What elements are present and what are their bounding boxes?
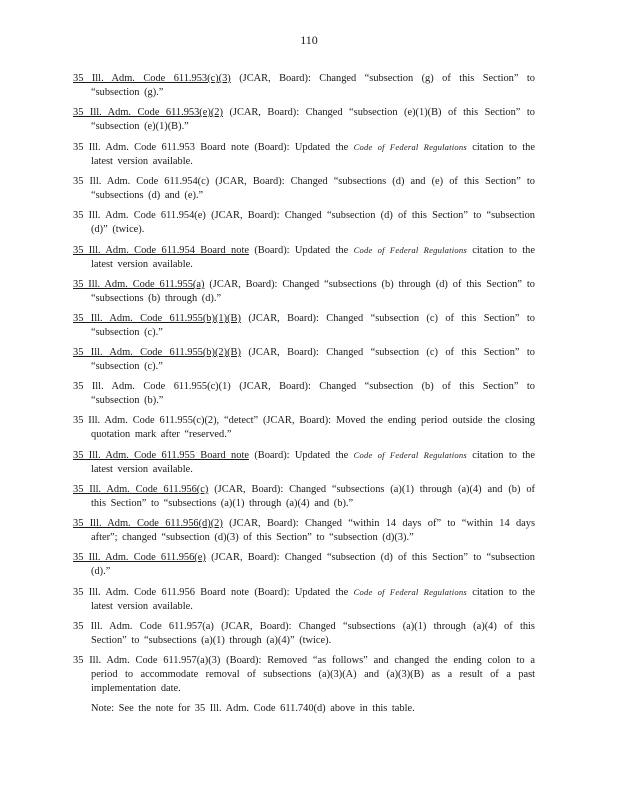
change-description: (JCAR, Board): Changed “subsections (a)(1) through (a)(4) and (b) of this Section” to “subsections (a)(1) through (a)(4) and (b).” bbox=[91, 484, 535, 509]
amendment-entry bbox=[73, 483, 535, 511]
change-description: (JCAR, Board): Changed “subsection (d) of this Section” to “subsection (d).” bbox=[91, 552, 535, 577]
amendment-entry bbox=[73, 243, 535, 272]
table-note: Note: See the note for 35 Ill. Adm. Code 611.740(d) above in this table. bbox=[91, 703, 415, 714]
amendment-entry bbox=[73, 414, 535, 442]
change-description: (JCAR, Board): Changed “subsection (b) of this Section” to “subsection (b).” bbox=[91, 381, 535, 406]
change-description-tail: citation to the latest version available. bbox=[91, 450, 535, 475]
code-citation: 35 Ill. Adm. Code 611.955(b)(1)(B) bbox=[73, 313, 241, 324]
cfr-title: Code of Federal Regulations bbox=[353, 450, 467, 460]
change-description: (JCAR, Board): Changed “subsection (c) of this Section” to “subsection (c).” bbox=[91, 347, 535, 372]
code-citation: 35 Ill. Adm. Code 611.954 Board note bbox=[73, 245, 249, 256]
cfr-title: Code of Federal Regulations bbox=[353, 587, 467, 597]
code-citation: 35 Ill. Adm. Code 611.955(a) bbox=[73, 279, 205, 290]
code-citation: 35 Ill. Adm. Code 611.954(c) bbox=[73, 176, 210, 187]
change-description: (Board): Updated the bbox=[248, 450, 354, 461]
amendment-entry bbox=[73, 209, 535, 237]
code-citation: 35 Ill. Adm. Code 611.954(e) bbox=[73, 210, 206, 221]
cfr-title: Code of Federal Regulations bbox=[353, 142, 467, 152]
amendment-entry bbox=[73, 585, 535, 614]
amendment-entry bbox=[73, 620, 535, 648]
code-citation: 35 Ill. Adm. Code 611.955(b)(2)(B) bbox=[73, 347, 241, 358]
code-citation: 35 Ill. Adm. Code 611.955(c)(1) bbox=[73, 381, 231, 392]
cfr-title: Code of Federal Regulations bbox=[353, 245, 467, 255]
amendment-entry bbox=[73, 654, 535, 696]
change-description: Board note (Board): Updated the bbox=[194, 587, 354, 598]
amendment-list bbox=[73, 72, 535, 722]
change-description: (JCAR, Board): Changed “subsection (g) of this Section” to “subsection (g).” bbox=[91, 73, 535, 98]
amendment-entry bbox=[73, 106, 535, 134]
change-description: (JCAR, Board): Changed “subsection (c) of this Section” to “subsection (c).” bbox=[91, 313, 535, 338]
change-description-tail: citation to the latest version available. bbox=[91, 587, 535, 612]
amendment-entry bbox=[73, 72, 535, 100]
change-description: (JCAR, Board): Changed “within 14 days of” to “within 14 days after”; changed “subsection (d)(3) of this Section” to “subsection (d)(3).” bbox=[91, 518, 535, 543]
code-citation: 35 Ill. Adm. Code 611.953(c)(3) bbox=[73, 73, 231, 84]
change-description: (JCAR, Board): Changed “subsections (b) through (d) of this Section” to “subsections (b) through (d).” bbox=[91, 279, 535, 304]
amendment-entry bbox=[73, 380, 535, 408]
change-description: (JCAR, Board): Changed “subsections (d) and (e) of this Section” to “subsections (d) and (e).” bbox=[91, 176, 535, 201]
amendment-entry bbox=[73, 175, 535, 203]
code-citation: 35 Ill. Adm. Code 611.957(a)(3) bbox=[73, 655, 221, 666]
change-description: Board note (Board): Updated the bbox=[194, 142, 354, 153]
code-citation: 35 Ill. Adm. Code 611.955(c)(2), bbox=[73, 415, 220, 426]
change-description: “detect” (JCAR, Board): Moved the ending period outside the closing quotation mark after “reserved.” bbox=[91, 415, 535, 440]
amendment-entry bbox=[73, 312, 535, 340]
amendment-entry bbox=[73, 140, 535, 169]
change-description-tail: citation to the latest version available. bbox=[91, 245, 535, 270]
code-citation: 35 Ill. Adm. Code 611.956(d)(2) bbox=[73, 518, 223, 529]
change-description: (Board): Removed “as follows” and changed the ending colon to a period to accommodate removal of subsections (a)(3)(A) and (a)(3)(B) as a result of a past implementation date. bbox=[91, 655, 535, 694]
code-citation: 35 Ill. Adm. Code 611.957(a) bbox=[73, 621, 214, 632]
code-citation: 35 Ill. Adm. Code 611.956(c) bbox=[73, 484, 209, 495]
amendment-entry bbox=[73, 278, 535, 306]
change-description: (JCAR, Board): Changed “subsections (a)(1) through (a)(4) of this Section” to “subsections (a)(1) through (a)(4)” (twice). bbox=[91, 621, 535, 646]
change-description-tail: citation to the latest version available. bbox=[91, 142, 535, 167]
code-citation: 35 Ill. Adm. Code 611.956(e) bbox=[73, 552, 206, 563]
code-citation: 35 Ill. Adm. Code 611.953(e)(2) bbox=[73, 107, 223, 118]
change-description: (JCAR, Board): Changed “subsection (e)(1)(B) of this Section” to “subsection (e)(1)(B).” bbox=[91, 107, 535, 132]
amendment-entry bbox=[73, 346, 535, 374]
code-citation: 35 Ill. Adm. Code 611.953 bbox=[73, 142, 195, 153]
change-description: (Board): Updated the bbox=[248, 245, 354, 256]
code-citation: 35 Ill. Adm. Code 611.956 bbox=[73, 587, 195, 598]
page-number: 110 bbox=[300, 33, 318, 47]
amendment-entry bbox=[73, 551, 535, 579]
code-citation: 35 Ill. Adm. Code 611.955 Board note bbox=[73, 450, 249, 461]
amendment-entry bbox=[73, 448, 535, 477]
amendment-entry bbox=[73, 517, 535, 545]
change-description: (JCAR, Board): Changed “subsection (d) of this Section” to “subsection (d)” (twice). bbox=[91, 210, 535, 235]
